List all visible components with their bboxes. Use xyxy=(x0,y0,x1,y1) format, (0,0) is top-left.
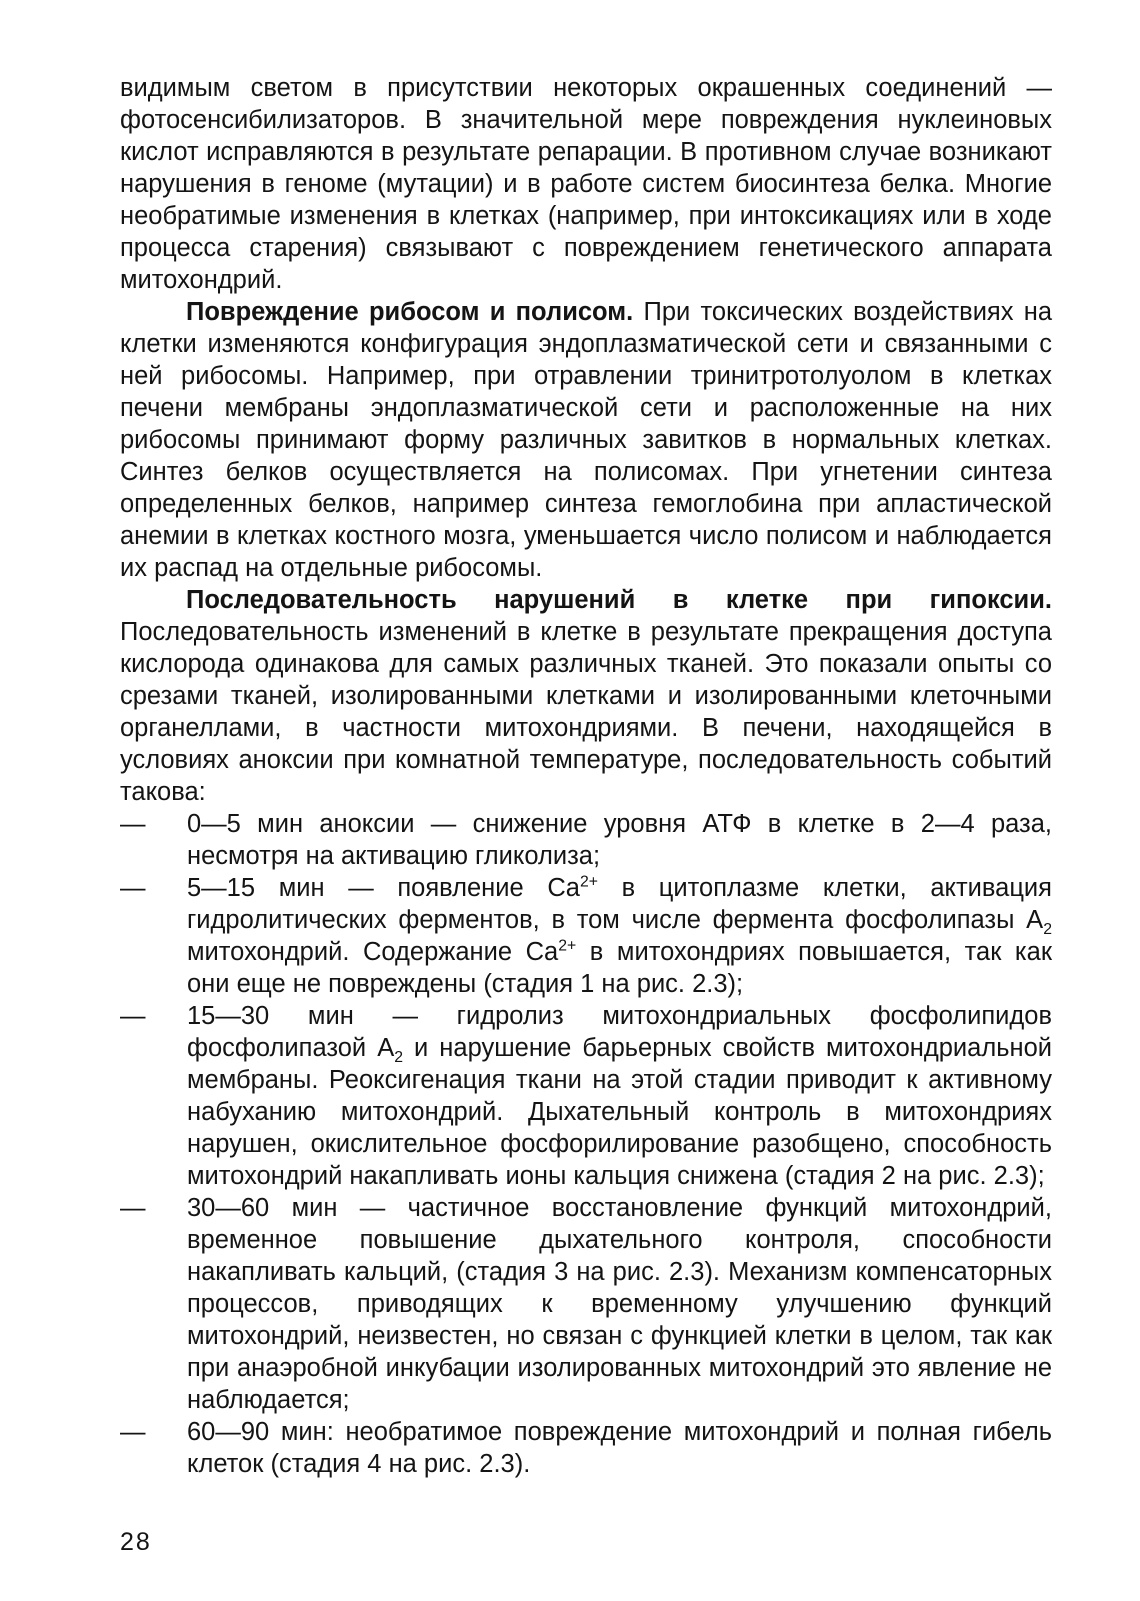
hypoxia-stage-list xyxy=(120,808,1052,1480)
ribosome-text: При токсических воздействиях на клетки изменяются конфигурация эндоплазматической сети и связанными с ней рибосомы. Например, при отравлении тринитротолуолом в клетках печени мембраны эндоплазматической сети и расположенные на них рибосомы принимают форму различных завитков в нормальных клетках. Синтез белков осуществляется на полисомах. При угнетении синтеза определенных белков, например синтеза гемоглобина при апластической анемии в клетках костного мозга, уменьшается число полисом и наблюдается их распад на отдельные рибосомы. xyxy=(120,298,1053,582)
list-item xyxy=(120,1416,1052,1480)
subscript: 2 xyxy=(1043,921,1052,939)
hypoxia-heading: Последовательность нарушений в клетке при гипоксии. xyxy=(186,586,1052,614)
list-item xyxy=(120,1192,1052,1416)
dash-bullet: — xyxy=(120,810,146,838)
stage-text: 30—60 мин — частичное восстановление функций митохондрий, временное повышение дыхательного контроля, способности накапливать кальций, (стадия 3 на рис. 2.3). Механизм компенсаторных процессов, приводящих к временному улучшению функций митохондрий, неизвестен, но связан с функцией клетки в целом, так как при анаэробной инкубации изолированных митохондрий это явление не наблюдается; xyxy=(187,1194,1052,1414)
list-item xyxy=(120,808,1052,872)
stage-text: 0—5 мин аноксии — снижение уровня АТФ в клетке в 2—4 раза, несмотря на активацию гликолиза; xyxy=(187,810,1052,870)
dash-bullet: — xyxy=(120,1418,146,1446)
subscript: 2 xyxy=(394,1049,404,1067)
hypoxia-text: Последовательность изменений в клетке в результате прекращения доступа кислорода одинакова для самых различных тканей. Это показали опыты со срезами тканей, изолированными клетками и изолированными клеточными органеллами, в частности митохондриями. В печени, находящейся в условиях аноксии при комнатной температуре, последовательность событий такова: xyxy=(120,618,1052,806)
list-item xyxy=(120,872,1052,1000)
ribosome-heading: Повреждение рибосом и полисом. xyxy=(186,298,634,326)
stage-text: 5—15 мин — появление Ca xyxy=(187,874,580,902)
ion-charge: 2+ xyxy=(558,937,577,955)
hypoxia-paragraph xyxy=(120,584,1052,808)
stage-text: митохондрий. Содержание Ca xyxy=(187,938,559,966)
dash-bullet: — xyxy=(120,1194,146,1222)
page-number: 28 xyxy=(120,1528,152,1556)
ribosome-paragraph xyxy=(120,296,1052,584)
page-body xyxy=(120,72,1052,1480)
list-item xyxy=(120,1000,1052,1192)
stage-text: 60—90 мин: необратимое повреждение митохондрий и полная гибель клеток (стадия 4 на рис. 2.3). xyxy=(187,1418,1052,1478)
ion-charge: 2+ xyxy=(579,873,598,891)
dash-bullet: — xyxy=(120,1002,146,1030)
stage-text: 15—30 мин — гидролиз митохондриальных фосфолипидов фосфолипазой A xyxy=(187,1002,1052,1062)
stage-text: в цитоплазме клетки, активация гидролитических ферментов, в том числе фермента фосфолипазы A xyxy=(187,874,1052,934)
stage-text: и нарушение барьерных свойств митохондриальной мембраны. Реоксигенация ткани на этой стадии приводит к активному набуханию митохондрий. Дыхательный контроль в митохондриях нарушен, окислительное фосфорилирование разобщено, способность митохондрий накапливать ионы кальция снижена (стадия 2 на рис. 2.3); xyxy=(187,1034,1052,1190)
stage-text: в митохондриях повышается, так как они еще не повреждены (стадия 1 на рис. 2.3); xyxy=(187,938,1052,998)
intro-paragraph: видимым светом в присутствии некоторых окрашенных соединений — фотосенсибилизаторов. В значительной мере повреждения нуклеиновых кислот исправляются в результате репарации. В противном случае возникают нарушения в геноме (мутации) и в работе систем биосинтеза белка. Многие необратимые изменения в клетках (например, при интоксикациях или в ходе процесса старения) связывают с повреждением генетического аппарата митохондрий. xyxy=(120,74,1052,294)
dash-bullet: — xyxy=(120,874,146,902)
